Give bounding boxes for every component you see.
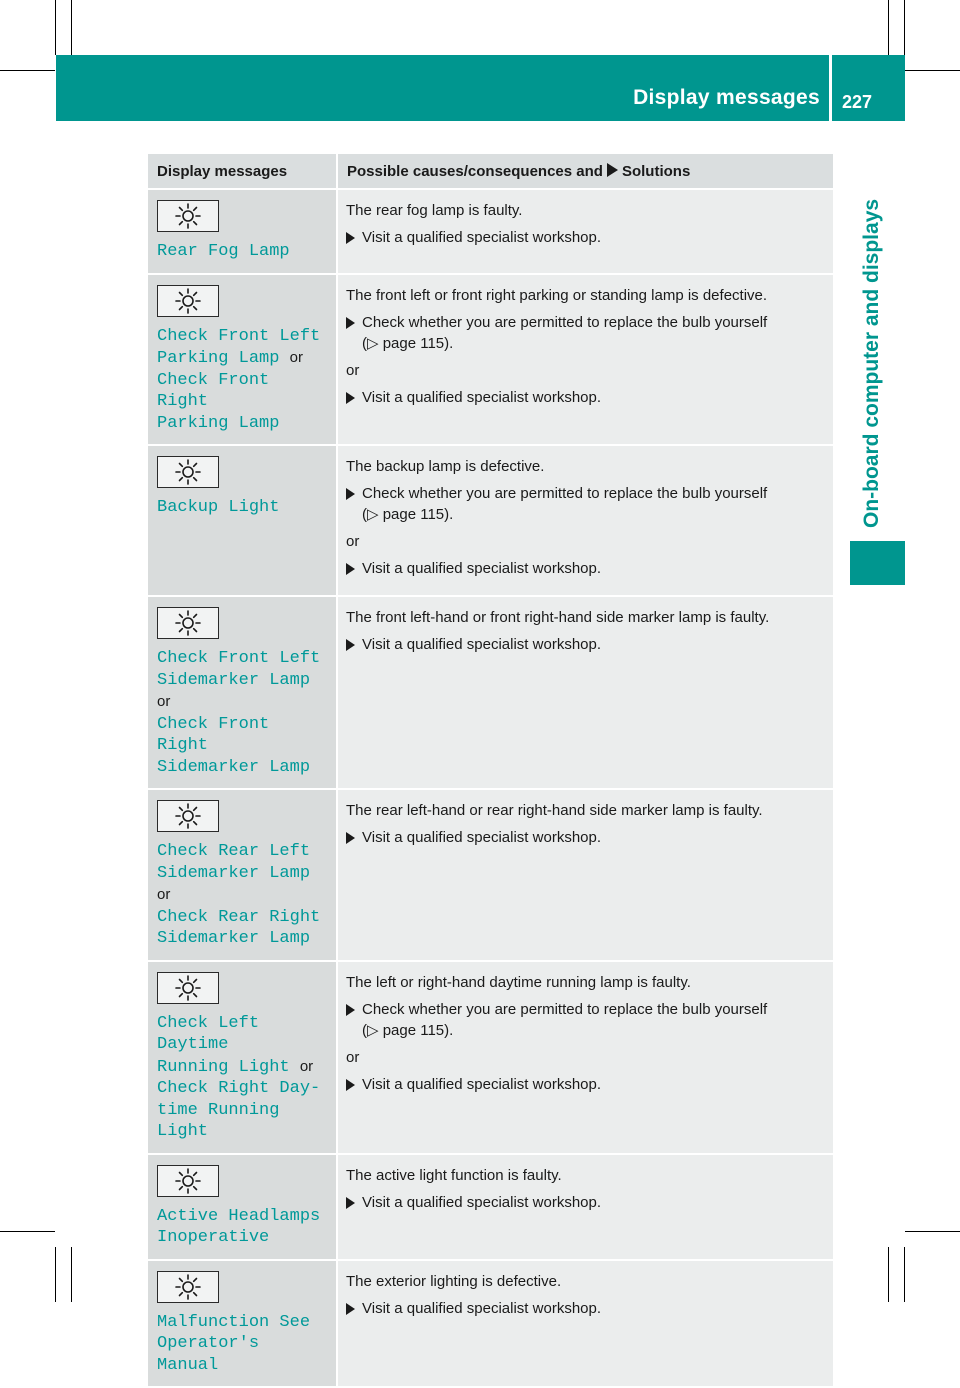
warning-lamp-icon-box: [157, 200, 219, 232]
action-item: [346, 312, 825, 354]
or-text: or: [346, 361, 360, 379]
table-row: [148, 445, 833, 596]
table-row: [148, 789, 833, 961]
crop-mark: [55, 1247, 56, 1302]
column-header-causes: Possible causes/consequences and: [347, 162, 603, 180]
message-line-text: Check Front Right: [157, 714, 270, 755]
solution-cell: [337, 596, 833, 789]
table-header-row: [148, 154, 833, 189]
message-line: [157, 241, 328, 263]
arrow-icon: [346, 392, 355, 404]
message-line: [157, 1056, 328, 1079]
table-row: [148, 596, 833, 789]
display-message-text: [157, 1206, 328, 1249]
message-cell: [148, 1154, 337, 1260]
table-body: [148, 189, 833, 1387]
arrow-icon: [346, 832, 355, 844]
action-text: Visit a qualified specialist workshop.: [362, 560, 602, 577]
action-text: Visit a qualified specialist workshop.: [362, 829, 602, 846]
message-line-text: Parking Lamp: [157, 413, 280, 433]
message-line: [157, 1013, 328, 1056]
action-item: [346, 1298, 825, 1319]
solution-cell: [337, 1260, 833, 1388]
action-text: Visit a qualified specialist workshop.: [362, 636, 602, 653]
arrow-icon: [346, 1197, 355, 1209]
or-text: or: [346, 1048, 360, 1066]
message-line-text: Rear Fog Lamp: [157, 242, 290, 261]
arrow-icon: [346, 317, 355, 329]
message-line-text: Check Right Day‑: [157, 1079, 321, 1098]
action-item: [346, 227, 825, 248]
message-cell: [148, 189, 337, 274]
header-divider: [829, 55, 832, 121]
message-line: [157, 347, 328, 370]
cause-text: The active light function is faulty.: [346, 1166, 562, 1184]
message-line-text: Malfunction See: [157, 1312, 311, 1332]
message-cell: [148, 1260, 337, 1388]
lamp-icon: [174, 609, 202, 637]
cause-text: The front left or front right parking or standing lamp is defective.: [346, 286, 768, 304]
message-line: [157, 714, 328, 757]
action-text: Visit a qualified specialist workshop.: [362, 388, 602, 406]
or-text: or: [299, 1057, 314, 1075]
action-item: [346, 483, 825, 525]
display-message-text: [157, 841, 328, 950]
arrow-icon: [346, 1004, 355, 1016]
action-text: Visit a qualified specialist workshop.: [362, 1193, 602, 1211]
crop-mark: [71, 1247, 72, 1302]
message-line-text: Parking Lamp: [157, 349, 280, 368]
message-cell: [148, 445, 337, 596]
display-message-text: [157, 241, 328, 263]
cause-text: The front left-hand or front right-hand side marker lamp is faulty.: [346, 609, 770, 626]
message-line-text: Check Rear Left: [157, 842, 311, 861]
cause-text: The rear fog lamp is faulty.: [346, 202, 523, 219]
solution-cell: [337, 189, 833, 274]
action-text: Visit a qualified specialist workshop.: [362, 229, 602, 246]
action-text: Check whether you are permitted to replace the bulb yourself: [362, 1000, 768, 1018]
message-line: [157, 1078, 328, 1100]
message-line-text: Sidemarker Lamp: [157, 863, 311, 883]
message-line-text: Check Front Left: [157, 649, 321, 668]
action-item: [346, 1192, 825, 1213]
column-header-solutions: [337, 154, 833, 189]
action-item: [346, 999, 825, 1041]
crop-mark: [888, 1247, 889, 1302]
warning-lamp-icon-box: [157, 285, 219, 317]
message-line: [157, 1227, 328, 1249]
message-line: [157, 648, 328, 670]
message-line-text: Backup Light: [157, 498, 280, 517]
chapter-tab: [850, 541, 905, 585]
solution-cell: [337, 961, 833, 1154]
display-message-text: [157, 326, 328, 435]
page-reference: (▷ page 115).: [362, 334, 454, 352]
message-line: [157, 370, 328, 413]
message-cell: [148, 789, 337, 961]
or-text: or: [157, 693, 171, 710]
page-title: Display messages: [633, 86, 820, 109]
table-row: [148, 274, 833, 446]
column-header-solutions-text: Solutions: [621, 162, 691, 180]
lamp-icon: [174, 287, 202, 315]
solution-cell: [337, 789, 833, 961]
message-line-text: Sidemarker Lamp: [157, 757, 311, 777]
message-line: [157, 1312, 328, 1334]
crop-mark: [888, 0, 889, 55]
action-text: Check whether you are permitted to replace the bulb yourself: [362, 485, 768, 502]
crop-mark: [55, 0, 56, 55]
message-line-text: Check Front Left: [157, 326, 321, 346]
message-line-text: Active Headlamps: [157, 1206, 321, 1226]
or-text: or: [157, 886, 171, 903]
crop-mark: [905, 70, 960, 71]
message-line: [157, 863, 328, 907]
arrow-icon: [346, 1303, 355, 1315]
arrow-icon: [346, 639, 355, 651]
message-cell: [148, 274, 337, 446]
table-row: [148, 961, 833, 1154]
crop-mark: [905, 1231, 960, 1232]
message-line: [157, 757, 328, 779]
or-text: or: [289, 349, 303, 366]
display-message-text: [157, 648, 328, 778]
message-line: [157, 1333, 328, 1376]
solution-cell: [337, 274, 833, 446]
message-line-text: time Running Light: [157, 1100, 280, 1141]
action-item: [346, 827, 825, 848]
display-message-text: [157, 1312, 328, 1377]
arrow-icon: [346, 563, 355, 575]
message-cell: [148, 596, 337, 789]
arrow-icon: [346, 232, 355, 244]
warning-lamp-icon-box: [157, 972, 219, 1004]
lamp-icon: [174, 1273, 202, 1301]
message-line: [157, 928, 328, 950]
crop-mark: [904, 1247, 905, 1302]
message-line: [157, 413, 328, 435]
lamp-icon: [174, 458, 202, 486]
message-line-text: Check Front Right: [157, 370, 270, 411]
message-line-text: Check Rear Right: [157, 907, 321, 927]
message-line: [157, 1206, 328, 1228]
crop-mark: [0, 1231, 55, 1232]
page-reference: (▷ page 115).: [362, 506, 454, 523]
message-line-text: Running Light: [157, 1057, 290, 1077]
message-line: [157, 497, 328, 519]
display-message-text: [157, 1013, 328, 1143]
warning-lamp-icon-box: [157, 456, 219, 488]
arrow-icon: [607, 163, 618, 177]
table-row: [148, 189, 833, 274]
action-item: [346, 634, 825, 655]
action-item: [346, 1074, 825, 1095]
table-row: [148, 1260, 833, 1388]
message-cell: [148, 961, 337, 1154]
action-item: [346, 558, 825, 579]
lamp-icon: [174, 974, 202, 1002]
crop-mark: [71, 0, 72, 55]
cause-text: The backup lamp is defective.: [346, 458, 545, 475]
cause-text: The left or right-hand daytime running lamp is faulty.: [346, 973, 691, 991]
page-reference: (▷ page 115).: [362, 1021, 454, 1039]
display-message-text: [157, 497, 328, 519]
action-text: Visit a qualified specialist workshop.: [362, 1299, 602, 1317]
page-number: 227: [842, 92, 873, 112]
arrow-icon: [346, 1079, 355, 1091]
cause-text: The rear left-hand or rear right-hand side marker lamp is faulty.: [346, 802, 763, 819]
action-text: Visit a qualified specialist workshop.: [362, 1075, 602, 1093]
message-line: [157, 1100, 328, 1143]
message-line-text: Sidemarker Lamp: [157, 929, 311, 948]
warning-lamp-icon-box: [157, 1271, 219, 1303]
arrow-icon: [346, 488, 355, 500]
solution-cell: [337, 445, 833, 596]
warning-lamp-icon-box: [157, 607, 219, 639]
table-row: [148, 1154, 833, 1260]
warning-lamp-icon-box: [157, 800, 219, 832]
cause-text: The exterior lighting is defective.: [346, 1272, 562, 1290]
action-text: Check whether you are permitted to replace the bulb yourself: [362, 313, 768, 331]
message-line-text: Check Left Daytime: [157, 1013, 260, 1054]
message-line-text: Sidemarker Lamp: [157, 670, 311, 690]
chapter-label-text: On-board computer and displays: [860, 198, 883, 528]
message-line: [157, 326, 328, 348]
message-line: [157, 907, 328, 929]
action-item: [346, 387, 825, 408]
display-messages-table: [148, 154, 833, 1388]
solution-cell: [337, 1154, 833, 1260]
message-line-text: Inoperative: [157, 1228, 270, 1247]
crop-mark: [904, 0, 905, 55]
crop-mark: [0, 70, 55, 71]
lamp-icon: [174, 1167, 202, 1195]
warning-lamp-icon-box: [157, 1165, 219, 1197]
lamp-icon: [174, 802, 202, 830]
or-text: or: [346, 533, 360, 550]
message-line: [157, 670, 328, 714]
column-header-display-messages: Display messages: [148, 154, 337, 189]
lamp-icon: [174, 202, 202, 230]
message-line-text: Operator's Manual: [157, 1334, 260, 1375]
message-line: [157, 841, 328, 863]
